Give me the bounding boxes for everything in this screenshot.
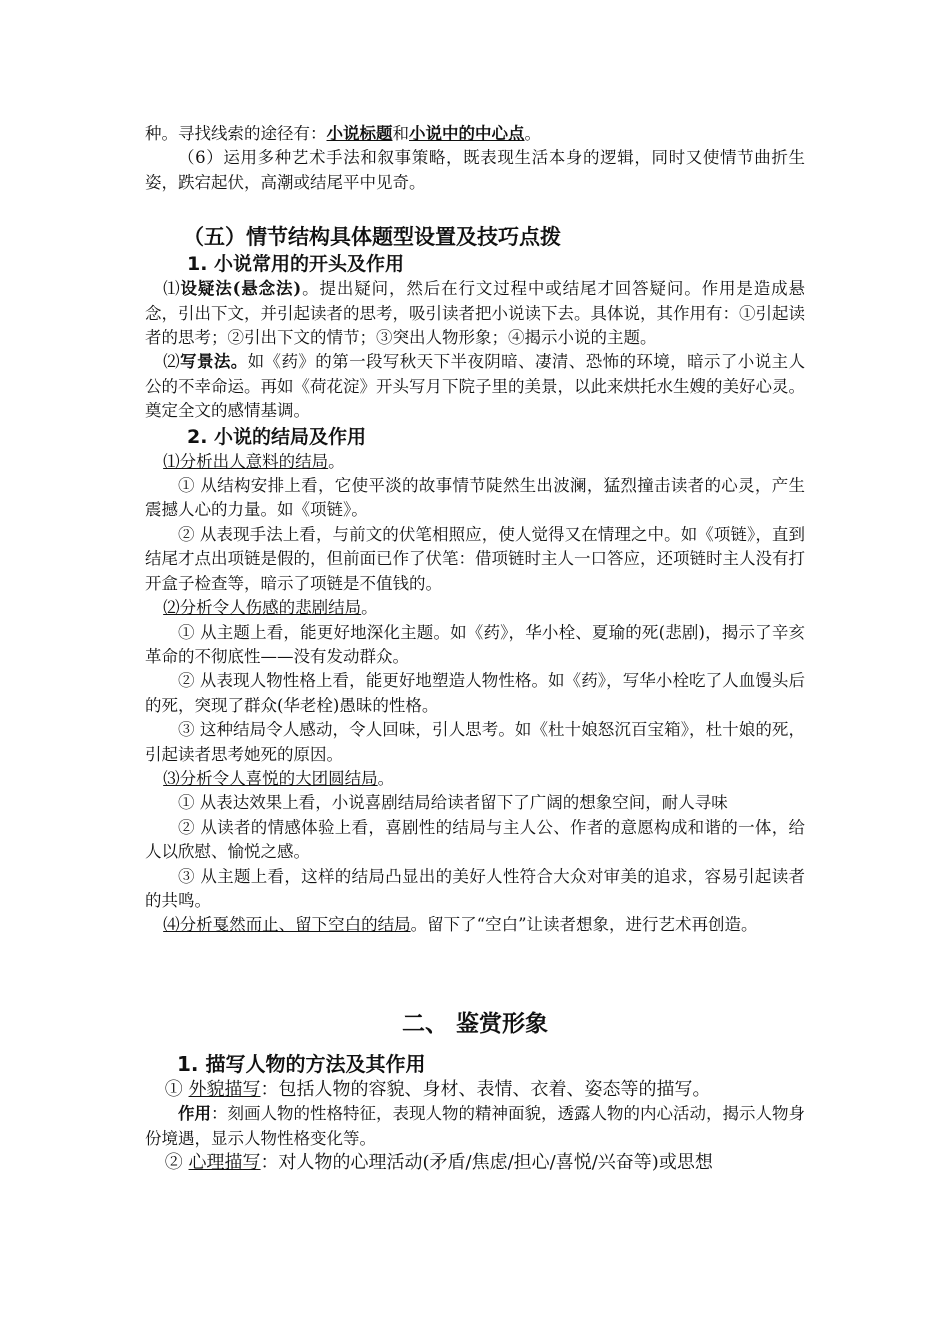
paragraph-item-6: （6）运用多种艺术手法和叙事策略，既表现生活本身的逻辑，同时又使情节曲折生姿，跌宕起伏，高潮或结尾平中见奇。 (145, 148, 805, 192)
ending-type-heading (145, 450, 805, 474)
paragraph-psychology (145, 1151, 805, 1175)
subsection-heading: 1. 小说常用的开头及作用 (187, 253, 405, 276)
subsection-heading: 1. 描写人物的方法及其作用 (177, 1051, 426, 1076)
paragraph: ② 从表现手法上看，与前文的伏笔相照应，使人觉得又在情理之中。如《项链》，直到结尾才点出项链是假的，但前面已作了伏笔：借项链时主人一口答应，还项链时主人没有打开盒子检查等，暗示了项链是不值钱的。 (145, 524, 805, 593)
paragraph: ② 从读者的情感体验上看，喜剧性的结局与主人公、作者的意愿构成和谐的一体，给人以欣慰、愉悦之感。 (145, 817, 805, 862)
text: ：刻画人物的性格特征，表现人物的精神面貌，透露人物的内心活动，揭示人物身份境遇，显示人物性格变化等。 (145, 1104, 805, 1148)
paragraph-opening-scenery (145, 350, 805, 423)
text: 和 (392, 124, 409, 143)
underlined-term: 小说标题 (326, 124, 393, 143)
bold-term: 作用 (178, 1104, 211, 1124)
text: ⑴ (163, 279, 181, 299)
paragraph-opening-suspense (145, 277, 805, 350)
text: ② (164, 1152, 189, 1173)
paragraph: ② 从表现人物性格上看，能更好地塑造人物性格。如《药》，写华小栓吃了人血馒头后的死，突现了群众(华老栓)愚昧的性格。 (145, 671, 805, 715)
underlined-term: ⑵分析令人伤感的悲剧结局 (163, 598, 362, 618)
underlined-term: ⑴分析出人意料的结局 (163, 451, 329, 471)
underlined-term: ⑶分析令人喜悦的大团圆结局 (163, 768, 378, 788)
text: 。 (361, 598, 378, 618)
section-heading: （五）情节结构具体题型设置及技巧点拨 (183, 225, 561, 250)
bold-term: 写景法。 (180, 352, 248, 372)
text: 。 (377, 768, 395, 788)
text: 。 (328, 451, 345, 471)
ending-type-heading (145, 767, 805, 791)
ending-type-heading (145, 596, 805, 620)
underlined-term: 心理描写 (188, 1152, 261, 1173)
document-body (145, 122, 805, 1175)
underlined-term: 小说中的中心点 (409, 124, 525, 143)
paragraph: ① 从结构安排上看，它使平淡的故事情节陡然生出波澜，猛烈撞击读者的心灵，产生震撼人心的力量。如《项链》。 (145, 476, 805, 520)
text: 种。寻找线索的途径有： (145, 124, 327, 143)
text: ① (164, 1078, 189, 1100)
paragraph: ① 从表达效果上看，小说喜剧结局给读者留下了广阔的想象空间，耐人寻味 (178, 793, 728, 813)
text: 。留下了“空白”让读者想象，进行艺术再创造。 (410, 915, 758, 935)
subsection-heading: 2. 小说的结局及作用 (187, 425, 367, 448)
ending-type-heading (145, 913, 805, 937)
text: ⑵ (163, 352, 181, 372)
chapter-heading: 二、 鉴赏形象 (401, 1010, 548, 1037)
paragraph: ① 从主题上看，能更好地深化主题。如《药》，华小栓、夏瑜的死(悲剧)，揭示了辛亥革命的不彻底性——没有发动群众。 (145, 622, 805, 666)
text: ：对人物的心理活动(矛盾/焦虑/担心/喜悦/兴奋等)或思想 (260, 1152, 713, 1173)
underlined-term: 外貌描写 (188, 1078, 261, 1100)
paragraph: ③ 从主题上看，这样的结局凸显出的美好人性符合大众对审美的追求，容易引起读者的共鸣。 (145, 866, 805, 910)
bold-term: 设疑法(悬念法) (180, 279, 302, 299)
underlined-term: ⑷分析戛然而止、留下空白的结局 (163, 915, 411, 935)
text: 如《药》的第一段写秋天下半夜阴暗、凄清、恐怖的环境，暗示了小说主人公的不幸命运。再如《荷花淀》开头写月下院子里的美景，以此来烘托水生嫂的美好心灵。奠定全文的感情基调。 (145, 352, 806, 421)
paragraph: ③ 这种结局令人感动，令人回味，引人思考。如《杜十娘怒沉百宝箱》，杜十娘的死，引起读者思考她死的原因。 (145, 720, 805, 764)
paragraph-effect (145, 1102, 805, 1151)
text: 。提出疑问，然后在行文过程中或结尾才回答疑问。作用是造成悬念，引出下文，并引起读者的思考，吸引读者把小说读下去。具体说，其作用有：①引起读者的思考；②引出下文的情节；③突出人物形象；④揭示小说的主题。 (145, 279, 805, 348)
paragraph-clue-paths (145, 122, 805, 146)
paragraph-appearance (145, 1078, 805, 1102)
text: ：包括人物的容貌、身材、表情、衣着、姿态等的描写。 (260, 1078, 711, 1100)
text: 。 (524, 124, 541, 143)
